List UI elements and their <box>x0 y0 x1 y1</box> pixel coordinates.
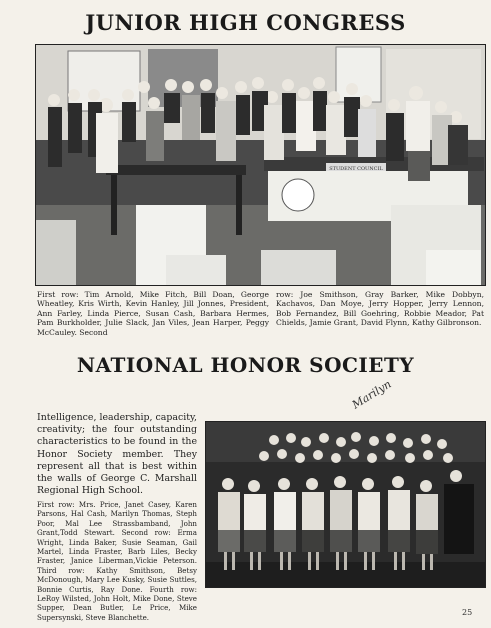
junior-high-congress-caption-right: row: Joe Smithson, Gray Barker, Mike Dobbyn, Kachavos, Dan Moye, Jerry Hopper, Jerry Lennon, Bob Fernandez, Bill Goehring, Robbie Meador, Pat Chields, Jamie Grant, David Flynn, Kathy Gilbronson. <box>276 290 484 328</box>
national-honor-society-photo <box>205 421 486 588</box>
junior-high-congress-title: JUNIOR HIGH CONGRESS <box>85 10 406 35</box>
honor-society-intro-text: Intelligence, leadership, capacity, creativity; the four outstanding characteristics to be found in the Honor Society member. They represent all that is best within the walls of George C. Marshall Regional High School. <box>37 412 197 497</box>
handwritten-signature: Marilyn <box>349 377 394 412</box>
junior-high-congress-caption-left: First row: Tim Arnold, Mike Fitch, Bill Doan, George Wheatley, Kris Wirth, Kevin Hanley, Jill Jonnes, President, Ann Farley, Linda Pierce, Susan Cash, Barbara Hermes, Pam Burkholder, Julie Slack, Jan Viles, Jean Harper, Peggy McCauley. Second <box>37 290 269 337</box>
student-council-sign: STUDENT COUNCIL <box>329 166 383 172</box>
page-number: 25 <box>462 608 473 617</box>
honor-society-caption: First row: Mrs. Price, Janet Casey, Karen Parsons, Hal Cash, Marilyn Thomas, Steph Poor, Mal Lee Strassbamband, John Grant,Todd Stewart. Second row: Erma Wright, Linda Baker, Susie Seaman, Gail Martel, Linda Fraster, Barb Liles, Becky Fraster, Janice Liberman,Vickie Peterson. Third row: Kathy Smithson, Betsy McDonough, Mary Lee Kusky, Susie Suttles, Bonnie Curtis, Ray Done. Fourth row: LeRoy Wilsted, John Holt, Mike Done, Steve Supper, Dean Butler, Le Price, Mike Supersynski, Steve Blanchette. <box>37 500 197 622</box>
junior-high-congress-photo <box>35 44 486 286</box>
national-honor-society-title: NATIONAL HONOR SOCIETY <box>76 353 415 377</box>
